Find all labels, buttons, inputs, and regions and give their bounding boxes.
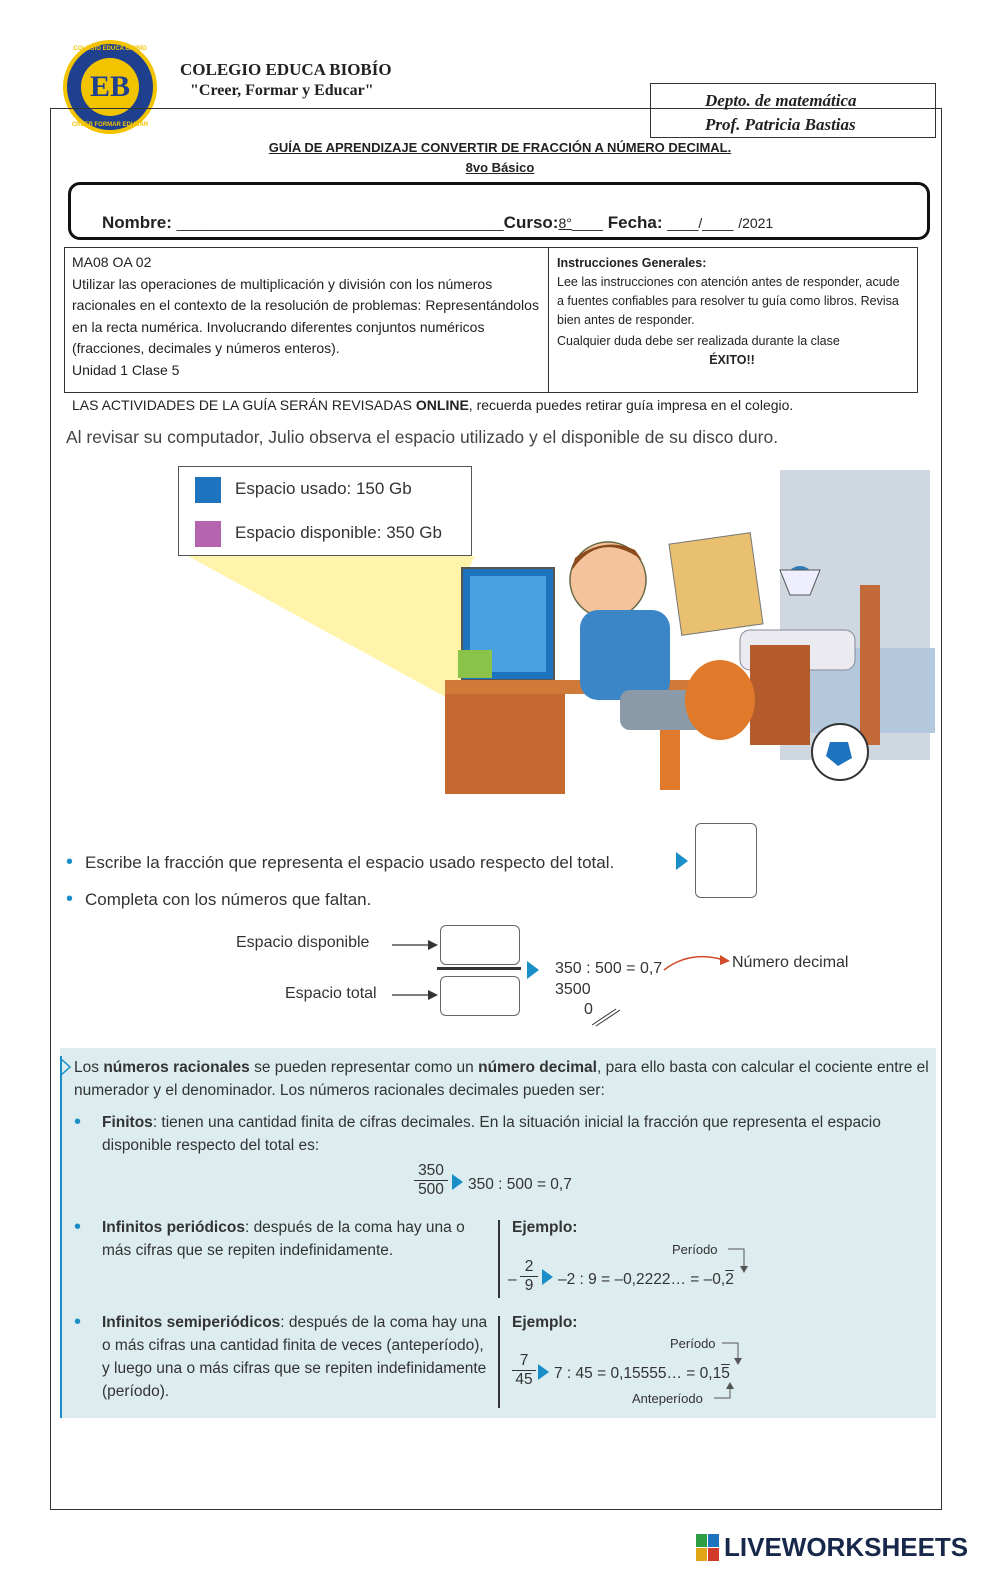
bullet-icon: • [66, 888, 74, 910]
problem-intro: Al revisar su computador, Julio observa el espacio utilizado y el disponible de su disco duro. [66, 427, 779, 447]
instructions-note: Cualquier duda debe ser realizada durante la clase [557, 334, 840, 348]
bullet-icon: • [74, 1216, 82, 1238]
fraction-answer-box[interactable] [695, 823, 757, 898]
curved-arrow-icon [660, 948, 732, 974]
used-space-swatch [195, 477, 221, 503]
panel-edge [60, 1056, 62, 1418]
example-divider [498, 1316, 500, 1408]
logo-ring-bottom: CREER FORMAR EDUCAR [71, 122, 149, 128]
available-space-label: Espacio disponible: 350 Gb [235, 523, 442, 542]
periodic-repeating-digit: 2 [725, 1271, 734, 1288]
semiperiodic-title: Infinitos semiperiódicos [102, 1314, 281, 1331]
anteperiod-pointer-arrow-icon [714, 1382, 738, 1404]
numerator-label: Espacio disponible [236, 934, 370, 951]
semiperiodic-example-label: Ejemplo: [512, 1314, 578, 1331]
available-space-swatch [195, 521, 221, 547]
task-2-text: Completa con los números que faltan. [85, 890, 372, 909]
date-year: /2021 [738, 215, 774, 231]
semiperiodic-numerator: 7 [519, 1352, 529, 1369]
objective-table [64, 247, 918, 393]
objective-text: Utilizar las operaciones de multiplicación y división con los números racionales en el contexto de la resolución de problemas: Representándolos en la recta numérica. Involucrando diferentes conjuntos numéricos (fracciones, decimales y números enteros). [72, 275, 539, 356]
finite-definition [102, 1111, 928, 1157]
name-label: Nombre: [102, 213, 172, 232]
finite-equation: 350 : 500 = 0,7 [468, 1176, 572, 1193]
finite-numerator: 350 [418, 1162, 444, 1179]
semiperiodic-fraction [512, 1352, 536, 1389]
periodic-title: Infinitos periódicos [102, 1219, 245, 1236]
grade-level: 8vo Básico [465, 160, 535, 175]
denominator-answer-box[interactable] [440, 976, 520, 1016]
activities-note [72, 397, 793, 413]
school-motto: "Creer, Formar y Educar" [190, 82, 374, 99]
instructions-cell [557, 254, 907, 370]
objective-code: MA08 OA 02 [72, 254, 152, 270]
objective-unit: Unidad 1 Clase 5 [72, 361, 180, 378]
date-field[interactable]: ____/____ [667, 215, 734, 231]
student-info-line [102, 213, 773, 233]
course-label: Curso: [503, 213, 559, 232]
periodic-example-label: Ejemplo: [512, 1219, 578, 1236]
instructions-text: Lee las instrucciones con atención antes de responder, acude a fuentes confiables para resolver tu guía como libros. Revisa bien antes de responder. [557, 275, 900, 327]
fraction-bar [437, 967, 521, 970]
division-equation: 350 : 500 = 0,7 [555, 960, 663, 977]
periodic-definition [102, 1216, 490, 1262]
course-field[interactable]: ____ [571, 215, 603, 231]
theory-intro-bold-1: números racionales [103, 1059, 250, 1076]
anteperiod-label: Anteperíodo [632, 1391, 703, 1406]
teacher: Prof. Patricia Bastias [705, 115, 856, 134]
bullet-icon: • [74, 1111, 82, 1133]
activities-note-text: LAS ACTIVIDADES DE LA GUÍA SERÁN REVISADAS [72, 397, 416, 413]
instructions-cheer: ÉXITO!! [709, 353, 755, 367]
theory-intro [74, 1056, 930, 1102]
periodic-text: : después de la coma hay una o más cifras que se repiten indefinidamente. [102, 1219, 465, 1259]
numerator-answer-box[interactable] [440, 925, 520, 965]
semiperiodic-equation [554, 1362, 730, 1385]
periodic-equation-text: –2 : 9 = –0,2222… = –0, [558, 1271, 726, 1288]
decimal-number-label: Número decimal [732, 954, 849, 971]
department-box [650, 83, 936, 138]
periodic-denominator: 9 [520, 1276, 538, 1295]
used-space-label: Espacio usado: 150 Gb [235, 479, 412, 498]
arrow-right-icon [392, 988, 438, 1002]
instructions-title: Instrucciones Generales: [557, 256, 707, 270]
finite-denominator: 500 [414, 1180, 448, 1199]
example-divider [498, 1220, 500, 1298]
finite-title: Finitos [102, 1114, 153, 1131]
arrow-right-icon [452, 1174, 464, 1190]
arrow-right-icon [392, 938, 438, 952]
arrow-right-icon [542, 1269, 554, 1285]
bullet-icon: • [66, 851, 74, 873]
liveworksheets-brand: LIVEWORKSHEETS [724, 1532, 969, 1562]
theory-intro-bold-2: número decimal [478, 1059, 597, 1076]
name-field[interactable]: __________________________________________ [176, 215, 504, 231]
arrow-right-icon [538, 1364, 550, 1380]
denominator-label: Espacio total [285, 985, 377, 1002]
date-label: Fecha: [607, 213, 663, 232]
task-1 [66, 851, 614, 874]
minus-sign: – [508, 1271, 517, 1288]
task-2 [66, 888, 371, 911]
liveworksheets-logo-icon [696, 1534, 720, 1562]
course-value: 8° [558, 215, 572, 231]
logo-ring-top: COLEGIO EDUCA BIOBÍO [73, 46, 147, 52]
semiperiodic-repeating-digit: 5 [721, 1365, 730, 1382]
arrow-right-icon [527, 961, 541, 979]
semiperiodic-text: : después de la coma hay una o más cifras una cantidad finita de veces (anteperíodo), y luego una o más cifras que se repiten indefinidamente (período). [102, 1314, 488, 1400]
theory-intro-text: Los [74, 1059, 104, 1076]
activities-note-text-end: , recuerda puedes retirar guía impresa en el colegio. [468, 397, 794, 413]
theory-intro-text-2: se pueden representar como un [249, 1059, 479, 1076]
theory-intro-text-3: , para ello basta con calcular el cociente entre el numerador y el denominador. Los números racionales decimales pueden ser: [74, 1059, 929, 1099]
department: Depto. de matemática [705, 91, 857, 110]
periodic-equation [558, 1268, 734, 1291]
finite-fraction [414, 1162, 448, 1199]
periodic-numerator: 2 [524, 1258, 534, 1275]
semiperiodic-period-label: Período [670, 1336, 716, 1351]
double-slash-icon [590, 1005, 620, 1027]
disk-space-legend [178, 466, 472, 556]
worksheet-title: GUÍA DE APRENDIZAJE CONVERTIR DE FRACCIÓN A NÚMERO DECIMAL. [268, 140, 732, 155]
objective-cell [65, 248, 549, 392]
semiperiodic-denominator: 45 [512, 1370, 536, 1389]
task-1-text: Escribe la fracción que representa el espacio usado respecto del total. [85, 853, 615, 872]
finite-text: : tienen una cantidad finita de cifras decimales. En la situación inicial la fracción que representa el espacio disponible respecto del total es: [102, 1114, 881, 1154]
activities-note-online: ONLINE [415, 397, 469, 413]
periodic-fraction [520, 1258, 538, 1295]
bullet-icon: • [74, 1311, 82, 1333]
division-remainder-2: 0 [584, 1001, 593, 1018]
semiperiodic-equation-text: 7 : 45 = 0,15555… = 0,1 [554, 1365, 722, 1382]
division-remainder-1: 3500 [555, 981, 591, 998]
logo-initials: EB [81, 58, 139, 116]
periodic-period-label: Período [672, 1242, 718, 1257]
theory-panel [60, 1048, 936, 1418]
school-name: COLEGIO EDUCA BIOBÍO [180, 60, 392, 79]
semiperiodic-definition [102, 1311, 490, 1403]
arrow-right-icon [676, 852, 690, 870]
